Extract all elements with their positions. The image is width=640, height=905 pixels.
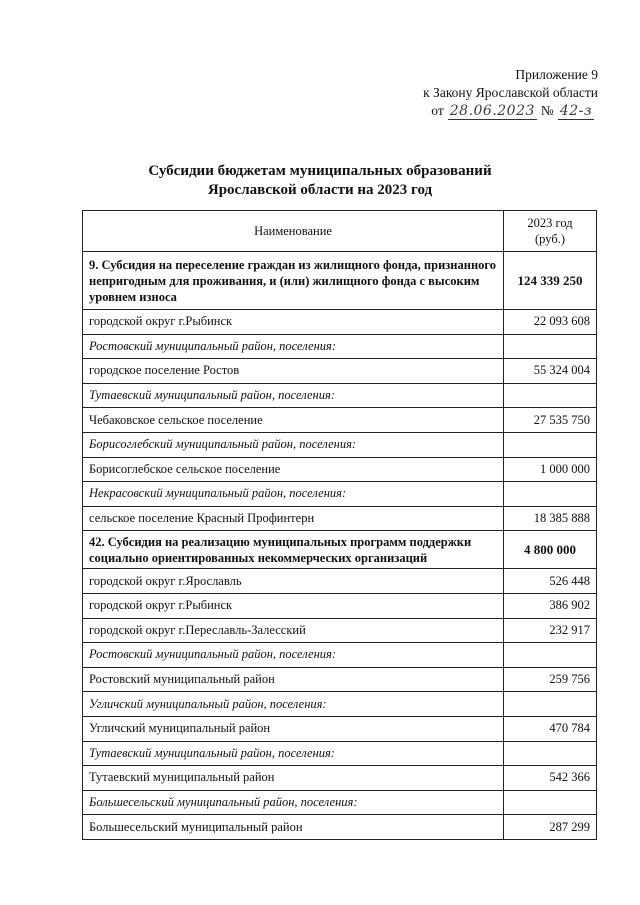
- table-row: [83, 310, 597, 335]
- table-row: [83, 408, 597, 433]
- row-name: Борисоглебское сельское поселение: [83, 457, 504, 482]
- table-row: [83, 716, 597, 741]
- row-name: Ростовский муниципальный район: [83, 667, 504, 692]
- row-name: Борисоглебский муниципальный район, поселения:: [83, 432, 504, 457]
- column-header-year: [504, 211, 597, 252]
- table-row-section: [83, 252, 597, 310]
- title-line-1: Субсидии бюджетам муниципальных образований: [148, 163, 492, 179]
- row-name: городской округ г.Ярославль: [83, 569, 504, 594]
- row-value: 542 366: [504, 766, 597, 791]
- table-header-row: [83, 211, 597, 252]
- table-row-district: [83, 482, 597, 507]
- row-value: 18 385 888: [504, 506, 597, 531]
- row-name: Тутаевский муниципальный район: [83, 766, 504, 791]
- handwritten-date: 28.06.2023: [449, 103, 535, 119]
- appendix-number: Приложение 9: [515, 67, 598, 82]
- table-row: [83, 815, 597, 840]
- row-value: 259 756: [504, 667, 597, 692]
- row-name: городской округ г.Переславль-Залесский: [83, 618, 504, 643]
- row-name: Большесельский муниципальный район, поселения:: [83, 790, 504, 815]
- table-row: [83, 359, 597, 384]
- row-value: [504, 334, 597, 359]
- row-value: [504, 741, 597, 766]
- table-row: [83, 618, 597, 643]
- table-row: [83, 593, 597, 618]
- row-name: городской округ г.Рыбинск: [83, 310, 504, 335]
- row-value: [504, 482, 597, 507]
- appendix-header: [338, 66, 598, 120]
- row-value: 27 535 750: [504, 408, 597, 433]
- law-date-line: [338, 102, 598, 120]
- row-name: городское поселение Ростов: [83, 359, 504, 384]
- row-value: 1 000 000: [504, 457, 597, 482]
- document-title: [0, 162, 640, 200]
- table-row: [83, 667, 597, 692]
- row-name: Ростовский муниципальный район, поселения:: [83, 643, 504, 668]
- row-value: 526 448: [504, 569, 597, 594]
- row-name: Угличский муниципальный район, поселения:: [83, 692, 504, 717]
- row-name: городской округ г.Рыбинск: [83, 593, 504, 618]
- row-value: 232 917: [504, 618, 597, 643]
- row-value: 22 093 608: [504, 310, 597, 335]
- table-row-district: [83, 383, 597, 408]
- number-prefix: №: [540, 103, 554, 118]
- table-row: [83, 457, 597, 482]
- row-value: [504, 790, 597, 815]
- subsidies-table: [82, 210, 597, 840]
- column-year-label: 2023 год: [527, 216, 573, 230]
- row-name: 42. Субсидия на реализацию муниципальных программ поддержки социально ориентированных некоммерческих организаций: [83, 531, 504, 569]
- row-name: Угличский муниципальный район: [83, 716, 504, 741]
- row-name: Некрасовский муниципальный район, поселения:: [83, 482, 504, 507]
- row-value: 287 299: [504, 815, 597, 840]
- row-value: [504, 643, 597, 668]
- row-name: 9. Субсидия на переселение граждан из жилищного фонда, признанного непригодным для проживания, и (или) жилищного фонда с высоким уровнем износа: [83, 252, 504, 310]
- table-row-section: [83, 531, 597, 569]
- row-value: 470 784: [504, 716, 597, 741]
- row-value: 386 902: [504, 593, 597, 618]
- date-prefix: от: [431, 103, 444, 118]
- table-row-district: [83, 432, 597, 457]
- table-row: [83, 569, 597, 594]
- table-row-district: [83, 643, 597, 668]
- row-value: 124 339 250: [504, 252, 597, 310]
- row-value: 55 324 004: [504, 359, 597, 384]
- row-name: Большесельский муниципальный район: [83, 815, 504, 840]
- handwritten-number: 42-з: [559, 103, 592, 119]
- row-value: [504, 692, 597, 717]
- row-name: сельское поселение Красный Профинтерн: [83, 506, 504, 531]
- column-unit-label: (руб.): [535, 232, 565, 246]
- row-value: [504, 432, 597, 457]
- table-row-district: [83, 334, 597, 359]
- table-row: [83, 766, 597, 791]
- row-name: Чебаковское сельское поселение: [83, 408, 504, 433]
- table-row-district: [83, 741, 597, 766]
- table-row-district: [83, 692, 597, 717]
- table-row-district: [83, 790, 597, 815]
- row-name: Ростовский муниципальный район, поселения:: [83, 334, 504, 359]
- row-name: Тутаевский муниципальный район, поселения:: [83, 741, 504, 766]
- row-value: [504, 383, 597, 408]
- law-reference: к Закону Ярославской области: [423, 85, 598, 100]
- title-line-2: Ярославской области на 2023 год: [207, 182, 433, 198]
- row-value: 4 800 000: [504, 531, 597, 569]
- table-row: [83, 506, 597, 531]
- row-name: Тутаевский муниципальный район, поселения:: [83, 383, 504, 408]
- column-header-name: Наименование: [83, 211, 504, 252]
